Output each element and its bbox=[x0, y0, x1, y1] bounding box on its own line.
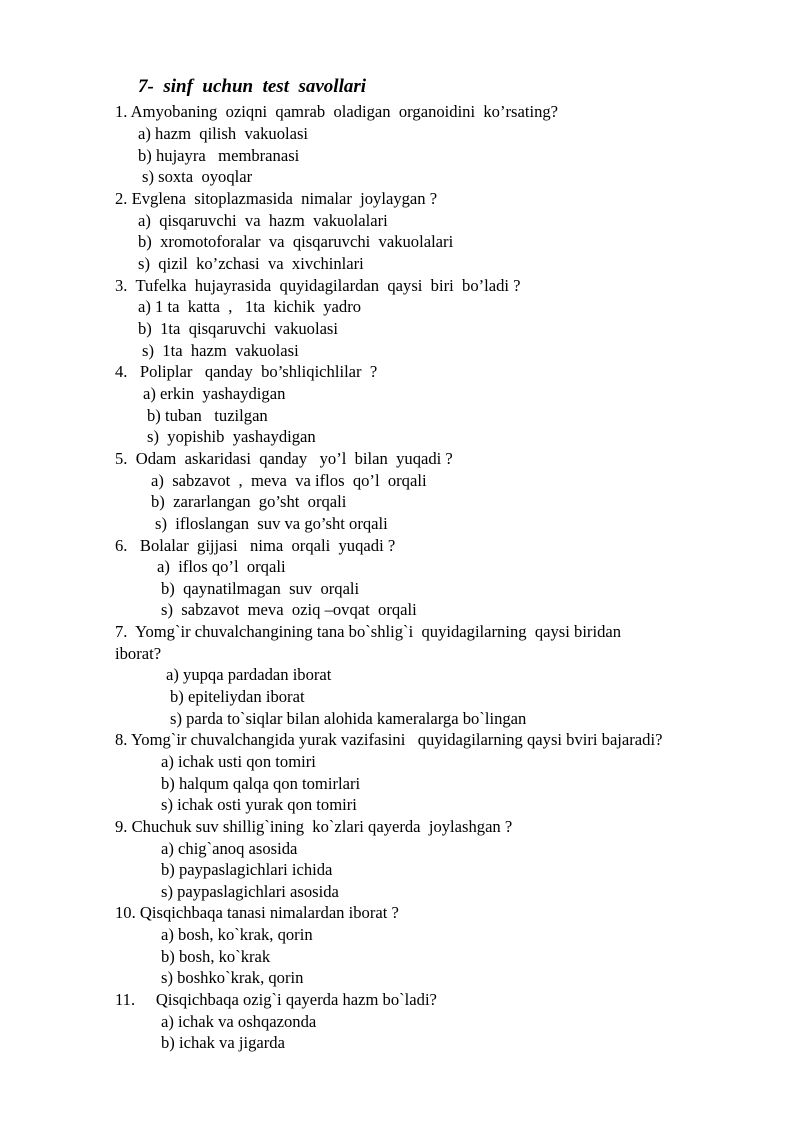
answer-option: b) 1ta qisqaruvchi vakuolasi bbox=[138, 319, 339, 338]
answer-option: a) yupqa pardadan iborat bbox=[166, 665, 332, 684]
answer-option: s) boshko`krak, qorin bbox=[161, 968, 304, 987]
answer-option: a) bosh, ko`krak, qorin bbox=[161, 925, 313, 944]
answer-option: s) sabzavot meva oziq –ovqat orqali bbox=[161, 600, 417, 619]
question-6: 6. Bolalar gijjasi nima orqali yuqadi ? bbox=[115, 536, 396, 555]
answer-option: s) 1ta hazm vakuolasi bbox=[142, 341, 299, 360]
question-11: 11. Qisqichbaqa ozig`i qayerda hazm bo`ladi? bbox=[115, 990, 437, 1009]
answer-option: b) hujayra membranasi bbox=[138, 146, 300, 165]
question-7: 7. Yomg`ir chuvalchangining tana bo`shlig`i quyidagilarning qaysi biridan bbox=[115, 622, 622, 641]
answer-option: a) sabzavot , meva va iflos qo’l orqali bbox=[151, 471, 427, 490]
answer-option: s) ichak osti yurak qon tomiri bbox=[161, 795, 357, 814]
question-1: 1. Amyobaning oziqni qamrab oladigan organoidini ko’rsating? bbox=[115, 102, 559, 121]
question-4: 4. Poliplar qanday bo’shliqichlilar ? bbox=[115, 362, 378, 381]
answer-option: s) yopishib yashaydigan bbox=[147, 427, 316, 446]
question-3: 3. Tufelka hujayrasida quyidagilardan qaysi biri bo’ladi ? bbox=[115, 276, 521, 295]
answer-option: s) paypaslagichlari asosida bbox=[161, 882, 339, 901]
answer-option: a) chig`anoq asosida bbox=[161, 839, 298, 858]
question-9: 9. Chuchuk suv shillig`ining ko`zlari qayerda joylashgan ? bbox=[115, 817, 513, 836]
answer-option: a) ichak va oshqazonda bbox=[161, 1012, 317, 1031]
question-7-continued: iborat? bbox=[115, 644, 162, 663]
answer-option: a) 1 ta katta , 1ta kichik yadro bbox=[138, 297, 362, 316]
answer-option: s) soxta oyoqlar bbox=[142, 167, 253, 186]
question-10: 10. Qisqichbaqa tanasi nimalardan iborat ? bbox=[115, 903, 399, 922]
answer-option: s) qizil ko’zchasi va xivchinlari bbox=[138, 254, 364, 273]
answer-option: a) qisqaruvchi va hazm vakuolalari bbox=[138, 211, 388, 230]
answer-option: b) ichak va jigarda bbox=[161, 1033, 285, 1052]
answer-option: b) xromotoforalar va qisqaruvchi vakuolalari bbox=[138, 232, 454, 251]
page-title: 7- sinf uchun test savollari bbox=[138, 76, 367, 97]
answer-option: s) ifloslangan suv va go’sht orqali bbox=[155, 514, 388, 533]
answer-option: a) hazm qilish vakuolasi bbox=[138, 124, 309, 143]
answer-option: b) bosh, ko`krak bbox=[161, 947, 271, 966]
answer-option: a) erkin yashaydigan bbox=[143, 384, 286, 403]
answer-option: a) ichak usti qon tomiri bbox=[161, 752, 316, 771]
answer-option: b) tuban tuzilgan bbox=[147, 406, 268, 425]
answer-option: a) iflos qo’l orqali bbox=[157, 557, 286, 576]
question-8: 8. Yomg`ir chuvalchangida yurak vazifasini quyidagilarning qaysi bviri bajaradi? bbox=[115, 730, 663, 749]
answer-option: b) paypaslagichlari ichida bbox=[161, 860, 333, 879]
answer-option: b) epiteliydan iborat bbox=[170, 687, 305, 706]
question-2: 2. Evglena sitoplazmasida nimalar joylaygan ? bbox=[115, 189, 438, 208]
question-5: 5. Odam askaridasi qanday yo’l bilan yuqadi ? bbox=[115, 449, 453, 468]
answer-option: b) qaynatilmagan suv orqali bbox=[161, 579, 360, 598]
answer-option: b) halqum qalqa qon tomirlari bbox=[161, 774, 361, 793]
answer-option: s) parda to`siqlar bilan alohida kameralarga bo`lingan bbox=[170, 709, 527, 728]
answer-option: b) zararlangan go’sht orqali bbox=[151, 492, 347, 511]
